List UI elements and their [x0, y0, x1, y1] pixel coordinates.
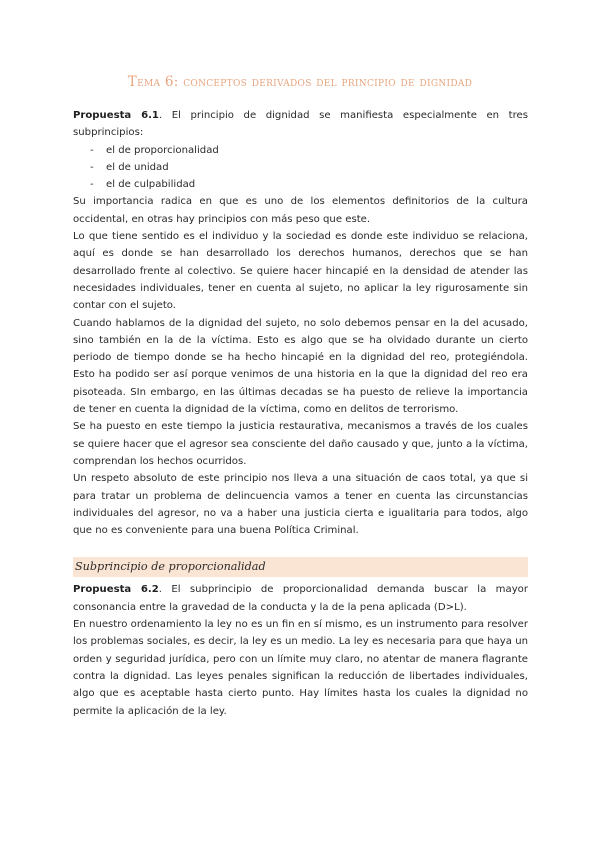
paragraph: En nuestro ordenamiento la ley no es un fin en sí mismo, es un instrumento para resolver los problemas sociales, es decir, la ley es un medio. La ley es necesaria para que haya un orden y seguridad jurídica, pero con un límite muy claro, no atentar de manera flagrante contra la dignidad. Las leyes penales significan la reducción de libertades individuales, algo que es aceptable hasta cierto punto. Hay límites hasta los cuales la dignidad no permite la aplicación de la ley. — [73, 619, 528, 717]
proposal-label: Propuesta 6.1 — [73, 110, 159, 121]
proposal-label: Propuesta 6.2 — [73, 584, 159, 596]
proposal-text: . El principio de dignidad se manifiesta especialmente en tres subprincipios: — [73, 110, 528, 139]
document-body — [73, 107, 528, 720]
section-heading: Subprincipio de proporcionalidad — [73, 557, 528, 577]
subprinciples-list — [73, 142, 528, 194]
list-item: - el de unidad — [90, 161, 169, 173]
paragraph: Cuando hablamos de la dignidad del sujeto, no solo debemos pensar en la del acusado, sino también en la de la víctima. Esto es algo que se ha olvidado durante un cierto periodo de tiempo donde se ha hecho hincapié en la dignidad del reo, protegiéndola. Esto ha podido ser así porque venimos de una historia en la que la dignidad del reo era pisoteada. SIn embargo, en las últimas decadas se ha puesto de relieve la importancia de tener en cuenta la dignidad de la víctima, como en delitos de terrorismo. — [73, 317, 528, 416]
paragraph: Se ha puesto en este tiempo la justicia restaurativa, mecanismos a través de los cuales se quiere hacer que el agresor sea consciente del daño causado y que, junto a la víctima, comprendan los hechos ocurridos. — [73, 421, 528, 467]
list-item: - el de culpabilidad — [90, 179, 196, 191]
proposal-6-2 — [73, 581, 528, 616]
paragraph: Un respeto absoluto de este principio nos lleva a una situación de caos total, ya que si para tratar un problema de delincuencia vamos a tener en cuenta las circunstancias individuales del agresor, no va a haber una justicia cierta e igualitaria para todos, algo que no es conveniente para una buena Política Criminal. — [73, 473, 528, 537]
paragraph: Lo que tiene sentido es el individuo y la sociedad es donde este individuo se relaciona, aquí es donde se han desarrollado los derechos humanos, derechos que se han desarrollado frente al colectivo. Se quiere hacer hincapié en la densidad de atender las necesidades individuales, tener en cuenta al sujeto, no aplicar la ley rigurosamente sin contar con el sujeto. — [73, 231, 528, 312]
paragraph: Su importancia radica en que es uno de los elementos definitorios de la cultura occidental, en otras hay principios con más peso que este. — [73, 196, 528, 225]
proposal-text: . El subprincipio de proporcionalidad demanda buscar la mayor consonancia entre la gravedad de la conducta y la de la pena aplicada (D>L). — [73, 584, 528, 613]
proposal-6-1 — [73, 107, 528, 142]
list-item: - el de proporcionalidad — [90, 144, 219, 156]
page-title: Tema 6: conceptos derivados del principio de dignidad — [127, 74, 473, 90]
